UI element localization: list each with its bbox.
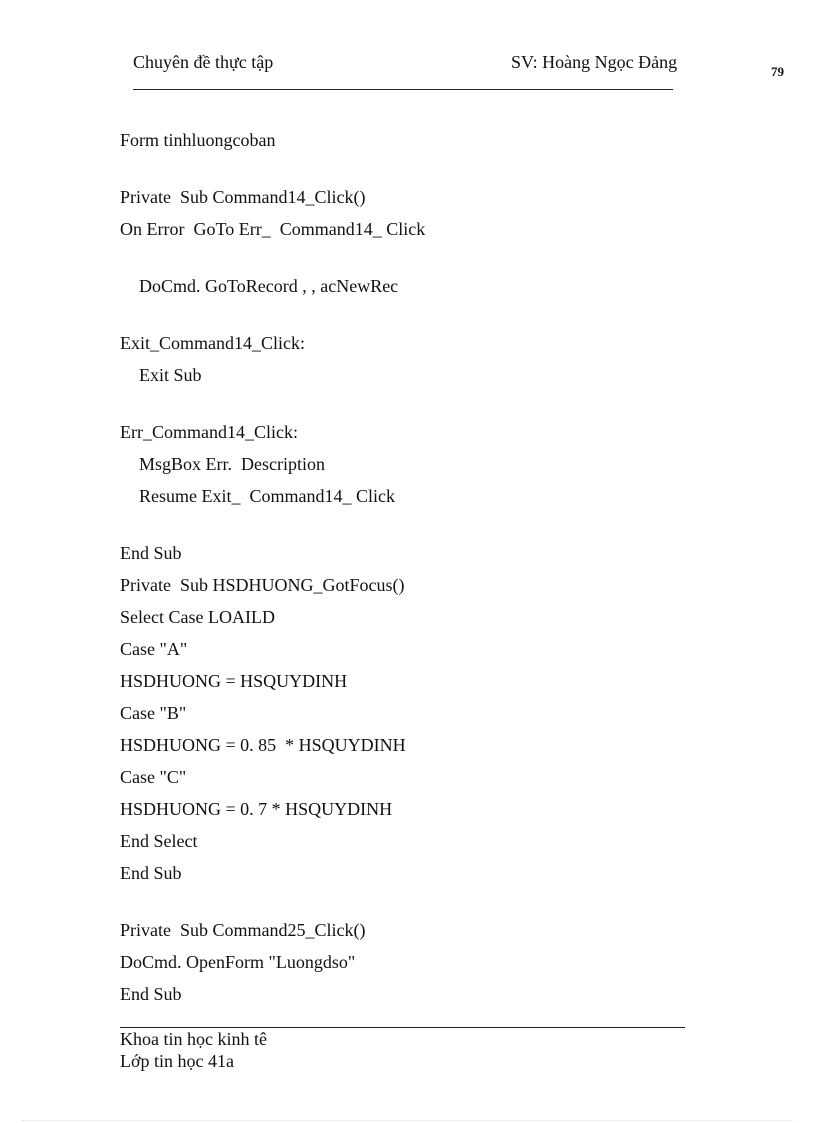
- footer-class: Lớp tin học 41a: [120, 1051, 234, 1071]
- code-line: Exit_Command14_Click:: [120, 333, 305, 353]
- header-student-name: SV: Hoàng Ngọc Đảng: [511, 52, 678, 72]
- code-line: On Error GoTo Err_ Command14_ Click: [120, 219, 426, 239]
- code-line: Form tinhluongcoban: [120, 130, 276, 150]
- code-line: DoCmd. OpenForm "Luongdso": [120, 952, 356, 972]
- header-rule: [133, 89, 673, 90]
- code-line: End Sub: [120, 543, 182, 563]
- code-line: HSDHUONG = 0. 85 * HSQUYDINH: [120, 735, 406, 755]
- code-line: HSDHUONG = 0. 7 * HSQUYDINH: [120, 799, 393, 819]
- code-line: Private Sub HSDHUONG_GotFocus(): [120, 575, 405, 595]
- code-line: HSDHUONG = HSQUYDINH: [120, 671, 348, 691]
- footer-faculty: Khoa tin học kinh tê: [120, 1029, 267, 1049]
- code-line: Err_Command14_Click:: [120, 422, 298, 442]
- header-left-title: Chuyên đề thực tập: [133, 52, 274, 72]
- code-line: Case "C": [120, 767, 187, 787]
- code-line: Case "B": [120, 703, 187, 723]
- code-line: End Sub: [120, 863, 182, 883]
- code-line: Private Sub Command25_Click(): [120, 920, 366, 940]
- code-line: End Sub: [120, 984, 182, 1004]
- page-number: 79: [771, 64, 784, 79]
- code-line: Resume Exit_ Command14_ Click: [139, 486, 395, 506]
- code-line: Case "A": [120, 639, 188, 659]
- code-line: DoCmd. GoToRecord , , acNewRec: [139, 276, 399, 296]
- code-line: Private Sub Command14_Click(): [120, 187, 366, 207]
- page-edge: [22, 1120, 794, 1121]
- code-line: MsgBox Err. Description: [139, 454, 325, 474]
- code-line: Exit Sub: [139, 365, 202, 385]
- code-line: Select Case LOAILD: [120, 607, 275, 627]
- code-line: End Select: [120, 831, 198, 851]
